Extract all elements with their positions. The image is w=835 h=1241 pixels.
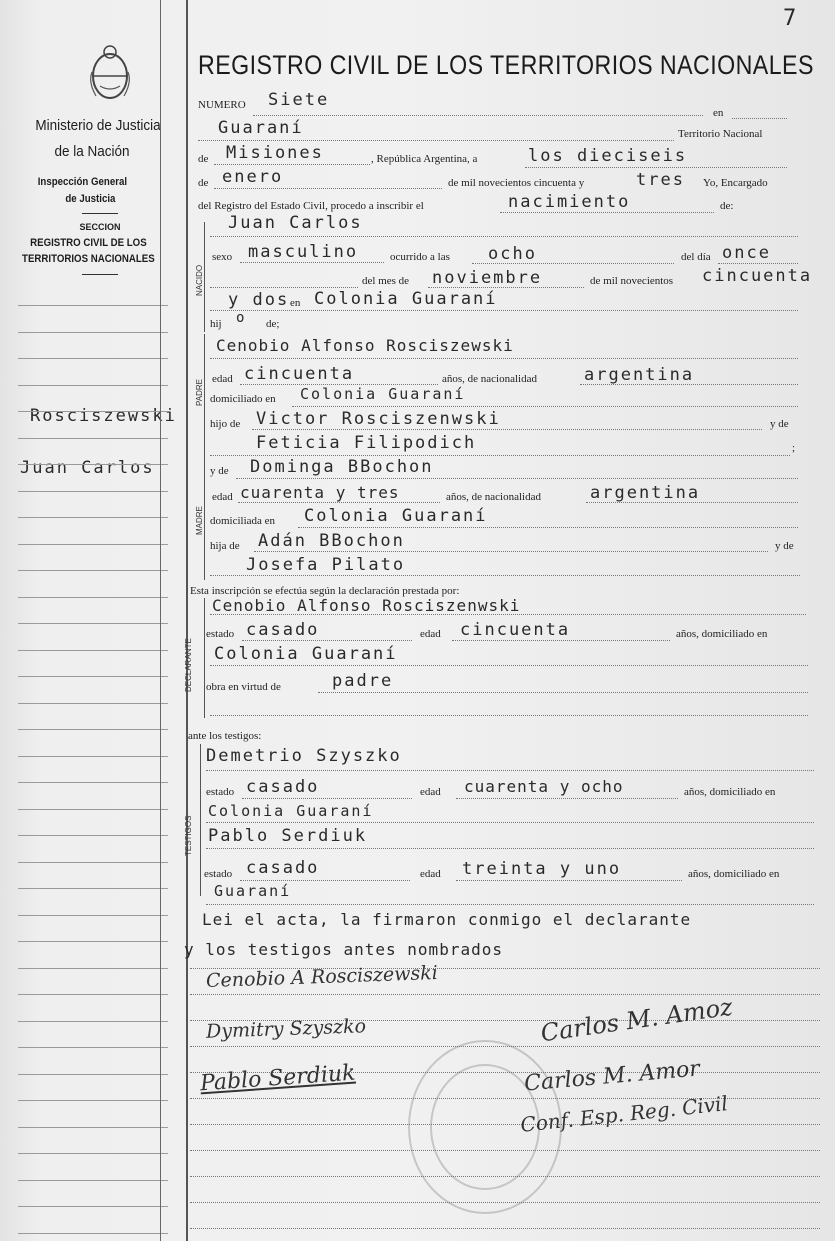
line-madre	[236, 478, 798, 479]
signature-witness-1: Dymitry Szyszko	[205, 1015, 367, 1043]
sidebar-rule	[18, 1206, 168, 1207]
sidebar-rule	[18, 491, 168, 492]
label-edad-t1: edad	[420, 786, 441, 798]
label-del-dia: del día	[681, 251, 711, 263]
entry-t1-dom: Colonia Guaraní	[208, 802, 374, 820]
label-edad-madre: edad	[212, 491, 233, 503]
label-en: en	[713, 107, 724, 119]
ministry-name-2: de la Nación	[54, 143, 130, 160]
line-en	[732, 118, 787, 119]
line-t1-edad	[456, 798, 678, 799]
main-rule	[190, 1228, 820, 1229]
sidebar-rule	[18, 915, 168, 916]
sidebar-rule	[18, 1047, 168, 1048]
sidebar-rule	[18, 1233, 168, 1234]
entry-t1-edad: cuarenta y ocho	[464, 777, 624, 796]
margin-line	[160, 0, 161, 1241]
entry-decl-virtud: padre	[332, 671, 394, 691]
line-t1-estado	[242, 798, 412, 799]
entry-territorio: Guaraní	[218, 118, 304, 138]
sidebar-rule	[18, 835, 168, 836]
sidebar-rule	[18, 570, 168, 571]
line-decl-virtud	[318, 692, 808, 693]
entry-hij: o	[236, 310, 247, 326]
label-padre: PADRE	[195, 379, 204, 406]
entry-madre-nac: argentina	[590, 483, 701, 503]
label-sexo: sexo	[212, 251, 233, 263]
entry-lugar-nac: Colonia Guaraní	[314, 289, 498, 309]
entry-anio-nac-2: y dos	[228, 290, 290, 310]
sidebar-rule	[18, 729, 168, 730]
entry-hora: ocho	[488, 244, 537, 264]
label-anos-dom-decl: años, domiciliado en	[676, 628, 768, 640]
label-y-de-mat: y de	[775, 540, 794, 552]
label-mil: de mil novecientos cincuenta y	[448, 177, 585, 189]
sidebar-rule	[18, 1153, 168, 1154]
line-declarante	[210, 614, 806, 615]
line-padre	[210, 358, 798, 359]
line-numero	[253, 115, 703, 116]
margin-given-names: Juan Carlos	[20, 458, 155, 478]
entry-t2-estado: casado	[246, 858, 320, 878]
line-decl-edad	[452, 640, 670, 641]
label-domiciliada: domiciliada en	[210, 515, 276, 527]
line-madre-edad	[238, 502, 440, 503]
line-testigo1	[206, 770, 814, 771]
line-hora	[472, 263, 674, 264]
sidebar-rule	[18, 358, 168, 359]
line-decl-estado	[242, 640, 412, 641]
entry-padre-edad: cincuenta	[244, 364, 355, 384]
entry-abuela-mat: Josefa Pilato	[246, 555, 406, 575]
entry-provincia: Misiones	[226, 143, 324, 163]
label-estado-t1: estado	[206, 786, 235, 798]
closing-line-1: Lei el acta, la firmaron conmigo el declarante	[202, 910, 692, 929]
label-testigos: TESTIGOS	[184, 815, 193, 856]
sidebar-rule	[18, 1127, 168, 1128]
label-de-colon: de:	[720, 200, 734, 212]
sidebar-rule	[18, 862, 168, 863]
entry-anio: tres	[636, 170, 685, 190]
entry-mes: enero	[222, 167, 284, 187]
line-t2-dom	[206, 904, 814, 905]
line-madre-nac	[586, 502, 798, 503]
label-hij: hij	[210, 318, 222, 330]
entry-testigo2: Pablo Serdiuk	[208, 826, 368, 846]
line-acto	[500, 212, 714, 213]
line-provincia	[214, 164, 370, 165]
sidebar-rule	[18, 305, 168, 306]
entry-abuelo-mat: Adán BBochon	[258, 531, 405, 551]
entry-t2-edad: treinta y uno	[462, 859, 622, 879]
sidebar-rule	[18, 941, 168, 942]
label-anos-dom-t2: años, domiciliado en	[688, 868, 780, 880]
signature-witness-2: Pablo Serdiuk	[199, 1060, 357, 1097]
label-estado-t2: estado	[204, 868, 233, 880]
line-mes-nac	[428, 287, 584, 288]
line-padre-nac	[580, 384, 798, 385]
closing-line-2: y los testigos antes nombrados	[184, 940, 503, 959]
signature-officer: Carlos M. Amoz	[538, 992, 735, 1048]
sidebar-rule	[18, 464, 168, 465]
entry-acto: nacimiento	[508, 192, 631, 212]
label-territorio: Territorio Nacional	[678, 128, 763, 140]
section-label: SECCION	[79, 222, 121, 232]
sidebar-rule	[18, 597, 168, 598]
ministry-name: Ministerio de Justicia	[35, 117, 161, 134]
line-padre-dom	[292, 406, 798, 407]
registry-name: REGISTRO CIVIL DE LOS	[30, 237, 147, 249]
sidebar-rule	[18, 809, 168, 810]
label-de-hij: de;	[266, 318, 280, 330]
line-lugar	[210, 310, 798, 311]
entry-madre: Dominga BBochon	[250, 457, 434, 477]
page-title: REGISTRO CIVIL DE LOS TERRITORIOS NACIONALES	[198, 50, 814, 80]
line-dia	[525, 167, 787, 168]
label-edad-decl: edad	[420, 628, 441, 640]
label-hijo-de: hijo de	[210, 418, 241, 430]
sidebar-divider	[82, 213, 118, 214]
entry-anio-nac: cincuenta	[702, 266, 813, 286]
sidebar-divider-2	[82, 274, 118, 275]
label-edad-t2: edad	[420, 868, 441, 880]
label-y-de-pat: y de	[770, 418, 789, 430]
inspection-name: Inspección General	[37, 176, 128, 188]
entry-decl-dom: Colonia Guaraní	[214, 644, 398, 664]
line-nombre	[210, 236, 798, 237]
label-domiciliado-padre: domiciliado en	[210, 393, 276, 405]
declarante-bracket	[204, 598, 205, 718]
sidebar-rule	[18, 544, 168, 545]
national-coat-of-arms	[88, 42, 132, 106]
line-abuelo-pat	[252, 429, 762, 430]
label-estado-decl: estado	[206, 628, 235, 640]
testigos-bracket	[200, 744, 201, 896]
signature-declarante: Cenobio A Rosciszewski	[205, 961, 439, 993]
registry-name-2: TERRITORIOS NACIONALES	[22, 253, 155, 265]
inspection-name-2: de Justicia	[65, 193, 116, 205]
line-decl-blank	[210, 715, 808, 716]
label-anos-nac-padre: años, de nacionalidad	[442, 373, 537, 385]
sidebar-rule	[18, 650, 168, 651]
label-esta-inscripcion: Esta inscripción se efectúa según la declaración prestada por:	[190, 585, 460, 597]
entry-dia: los dieciseis	[528, 146, 688, 166]
label-declarante: DECLARANTE	[184, 638, 193, 692]
sidebar-rule	[18, 623, 168, 624]
entry-nombre: Juan Carlos	[228, 213, 363, 233]
label-nacido: NACIDO	[195, 264, 204, 296]
entry-decl-estado: casado	[246, 620, 320, 640]
sidebar-rule	[18, 994, 168, 995]
entry-madre-dom: Colonia Guaraní	[304, 506, 488, 526]
label-del-mes: del mes de	[362, 275, 410, 287]
margin-line-2	[186, 0, 188, 1241]
sidebar-rule	[18, 1074, 168, 1075]
sidebar-rule	[18, 332, 168, 333]
label-mil-2: de mil novecientos	[590, 275, 674, 287]
label-numero: NUMERO	[198, 99, 246, 111]
entry-t2-dom: Guaraní	[214, 882, 292, 900]
line-territorio	[198, 140, 674, 141]
line-madre-dom	[298, 527, 798, 528]
label-edad-padre: edad	[212, 373, 233, 385]
entry-abuelo-pat: Victor Rosciszenwski	[256, 409, 501, 429]
entry-testigo1: Demetrio Szyszko	[206, 746, 402, 766]
officer-title: Conf. Esp. Reg. Civil	[519, 1091, 729, 1137]
sidebar-rule	[18, 438, 168, 439]
label-de: de	[198, 153, 209, 165]
sidebar-rule	[18, 411, 168, 412]
sidebar-rule	[18, 756, 168, 757]
line-abuela-mat	[210, 575, 800, 576]
sidebar-rule	[18, 1180, 168, 1181]
label-y-de-madre: y de	[210, 465, 229, 477]
label-en-lugar: en	[290, 297, 301, 309]
line-t1-dom	[206, 822, 814, 823]
sidebar-rule	[18, 1021, 168, 1022]
label-del-registro: del Registro del Estado Civil, procedo a inscribir el	[198, 200, 424, 212]
margin-surname: Rosciszewski	[30, 406, 177, 426]
label-madre: MADRE	[195, 506, 204, 535]
line-decl-dom	[210, 665, 808, 666]
label-anos-nac-madre: años, de nacionalidad	[446, 491, 541, 503]
label-anos-dom-t1: años, domiciliado en	[684, 786, 776, 798]
sidebar-rule	[18, 1100, 168, 1101]
entry-padre: Cenobio Alfonso Rosciszewski	[216, 336, 514, 355]
entry-sexo: masculino	[248, 242, 359, 262]
line-t2-edad	[456, 880, 682, 881]
sidebar-rule	[18, 676, 168, 677]
signature-officer-2: Carlos M. Amor	[523, 1056, 701, 1097]
entry-dia-nac: once	[722, 243, 771, 263]
entry-t1-estado: casado	[246, 777, 320, 797]
padre-bracket	[204, 334, 205, 462]
label-ocurrido: ocurrido a las	[390, 251, 450, 263]
label-hija-de: hija de	[210, 540, 240, 552]
page-number: 7	[783, 6, 799, 31]
entry-numero: Siete	[268, 90, 330, 110]
label-yo: Yo, Encargado	[703, 177, 768, 189]
sidebar-rule	[18, 888, 168, 889]
sidebar-rule	[18, 968, 168, 969]
entry-mes-nac: noviembre	[432, 268, 543, 288]
label-ante: ante los testigos:	[188, 730, 262, 742]
entry-madre-edad: cuarenta y tres	[240, 483, 400, 502]
entry-padre-nac: argentina	[584, 365, 695, 385]
line-abuela-pat	[210, 455, 790, 456]
label-de-mes: de	[198, 177, 209, 189]
label-republica: , República Argentina, a	[371, 153, 478, 165]
label-semicolon: ;	[792, 442, 796, 454]
line-pre-mes	[210, 287, 358, 288]
label-obra: obra en virtud de	[206, 681, 281, 693]
sidebar-rule	[18, 703, 168, 704]
line-mes	[214, 188, 442, 189]
sidebar-rule	[18, 782, 168, 783]
madre-bracket	[204, 462, 205, 580]
line-sexo	[240, 262, 384, 263]
entry-decl-edad: cincuenta	[460, 620, 571, 640]
line-abuelo-mat	[254, 551, 768, 552]
entry-padre-dom: Colonia Guaraní	[300, 385, 466, 403]
nacido-bracket	[204, 222, 205, 332]
sidebar-rule	[18, 517, 168, 518]
line-testigo2	[206, 848, 814, 849]
line-dia-nac	[718, 263, 798, 264]
entry-declarante: Cenobio Alfonso Rosciszenwski	[212, 596, 521, 615]
line-t2-estado	[240, 880, 410, 881]
entry-abuela-pat: Feticia Filipodich	[256, 433, 477, 453]
sidebar-rule	[18, 385, 168, 386]
